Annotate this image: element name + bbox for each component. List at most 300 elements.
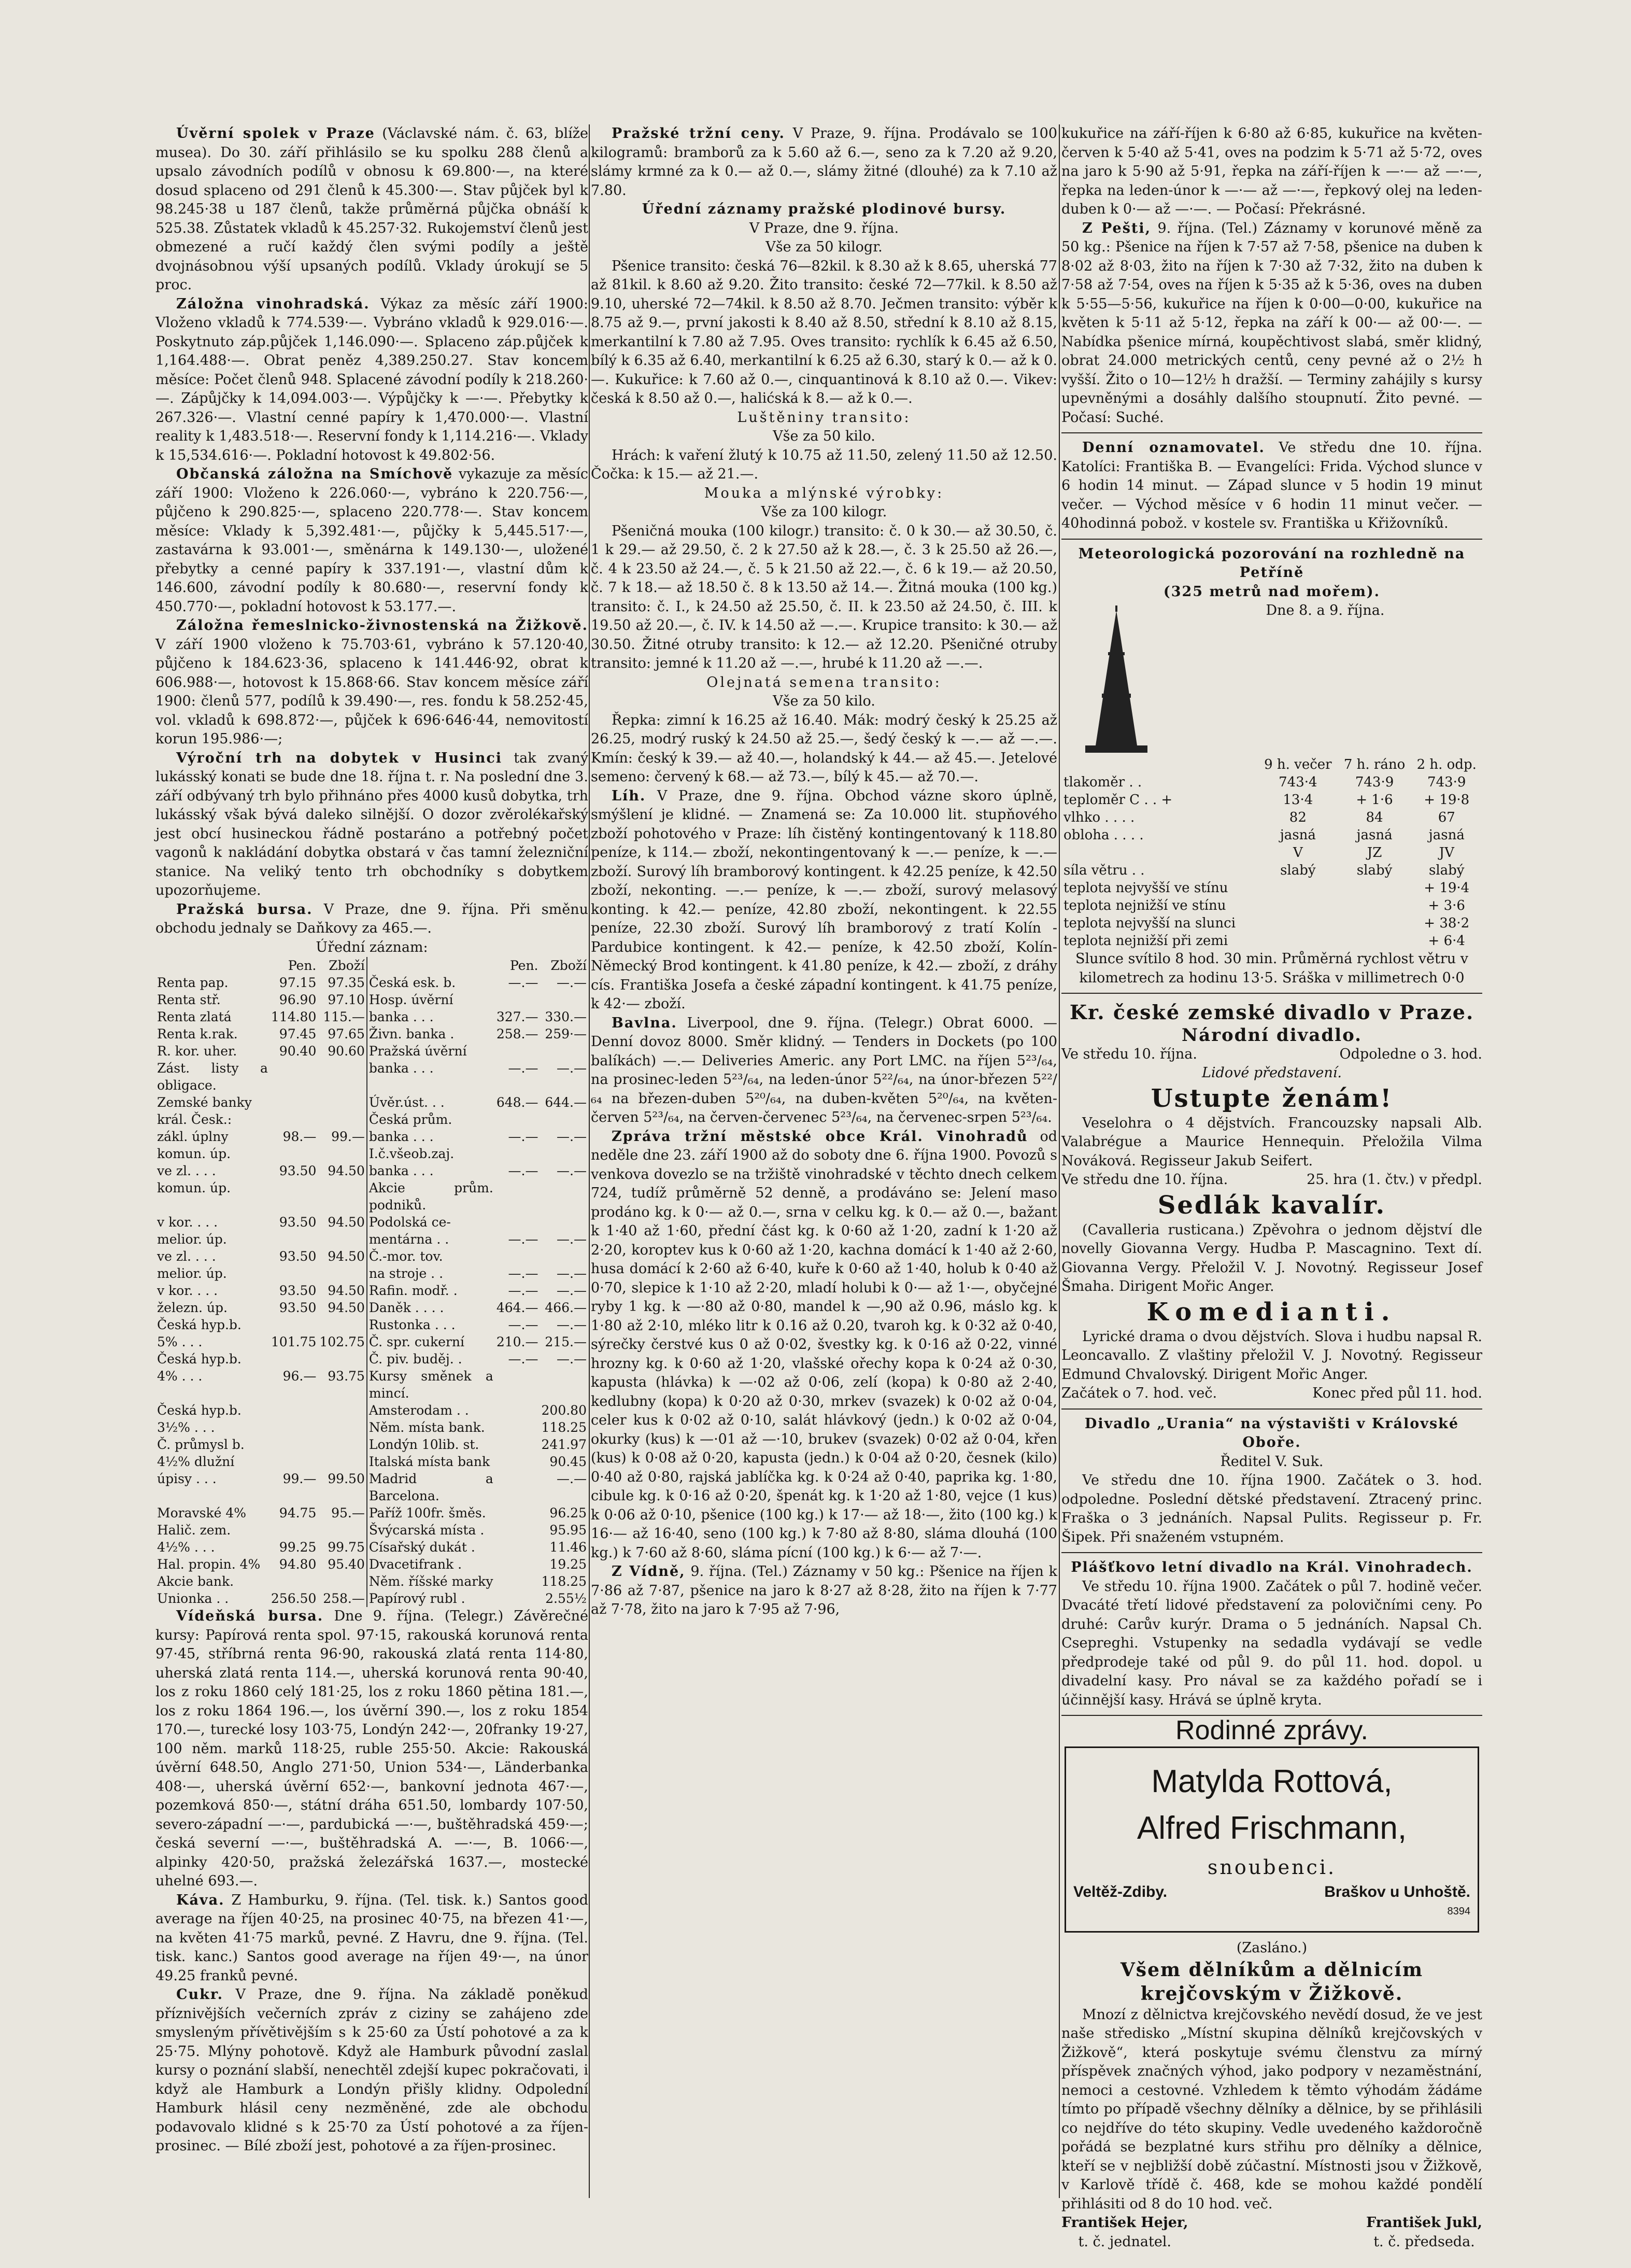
meteo-cell: jasná: [1280, 827, 1316, 843]
bursa-cell: Švýcarská místa .: [367, 1522, 495, 1539]
bursa-cell: Rustonka . . .: [367, 1316, 495, 1333]
bursa-cell: 210.—: [496, 1334, 538, 1349]
meteo-cell: 13·4: [1283, 792, 1313, 808]
bursa-col-header: Pen.: [288, 958, 317, 973]
meteo-cell: [1061, 844, 1258, 862]
plod-text: Pšenice transito: česká 76—82kil. k 8.30 až k 8.65, uherská 77 až 81kil. k 8.60 až 9.20. Žito transito: české 72—77kil. k 8.50 až 9.10, uherské 72—74kil. k 8.50 až 8.70. Ječmen transito: výběr k 8.75 až 9.—, první jakosti k 8.40 až 8.50, střední k 8.10 až 8.15, merkantilní k 7.80 až 7.95. Oves transito: rychlík k 6.45 až 6.50, bílý k 6.35 až 6.40, merkantilní k 6.25 až 6.30, starý k 0.— až k 0.—. Kukuřice: k 7.60 až 0.—, cinquantinová k 8.10 až 0.—. Vikev: česká k 8.50 až 0.—, halićská k 8.— až k 0.—.: [591, 258, 1057, 406]
article-trh: Výroční trh na dobytek v Husinci tak zvaný lukásský konati se bude dne 18. října t. r. Na poslední dne 3. září odbývaný trh bylo přihnáno přes 4000 kusů dobytka, trh lukásský však bývá daleko silnější. O dozor zvěrolékařský jest obcí husineckou řádně postaráno a potřebný počet vagonů k nakládání dobytka obstará v čas tamní železniční stanice. Na veliký tento trh obchodníky s dobytkem upozorňujeme.: [155, 750, 588, 898]
bursa-cell: —.—: [508, 975, 538, 990]
bursa-cell: 258.—: [323, 1591, 365, 1606]
bursa-row: [155, 1504, 588, 1522]
bursa-cell: 95.95: [549, 1523, 587, 1538]
bursa-cell: [270, 1111, 318, 1128]
bursa-cell: [495, 1179, 540, 1214]
meteo-cell: + 19·4: [1424, 880, 1470, 896]
meteo-cell: slabý: [1356, 863, 1393, 878]
theatre-1-dateline: Ve středu 10. října. Odpoledne o 3. hod.: [1061, 1046, 1482, 1062]
ad-name-groom: Alfred Frischmann,: [1137, 1810, 1407, 1846]
bursa-row: [155, 1162, 588, 1179]
article-smichov: Občanská záložna na Smíchově vykazuje za měsíc září 1900: Vloženo k 226.060·—, vybráno k 220.756·—, půjčeno k 290.825·—, splaceno 220.778·—. Stav koncem měsíce: Vklady k 5,392.481·—, půjčky k 5,445.517·—, zastavárna k 93.001·—, směnárna k 149.130·—, uložené přebytky a cenné papíry k 337.191·—, vlastní dům k 146.600, závodní podíly k 80.680·—, reservní fondy k 450.770·—, pokladní hotovost k 53.177.—.: [155, 466, 588, 615]
theatre-3-times: Začátek o 7. hod. več. Konec před půl 11. hod.: [1061, 1385, 1482, 1401]
zaslano-label: (Zasláno.): [1236, 1940, 1308, 1956]
bursa-row: [155, 1214, 588, 1231]
bursa-cell: [270, 1436, 318, 1453]
bursa-row: [155, 1094, 588, 1111]
bursa-row: [155, 1128, 588, 1145]
bursa-col-header: Pen.: [509, 958, 538, 973]
bursa-cell: 4½% dlužní: [157, 1454, 235, 1469]
bursa-row: [155, 1248, 588, 1265]
meteo-cell: jasná: [1428, 827, 1465, 843]
bursa-cell: 94.50: [328, 1215, 365, 1230]
bursa-cell: banka . . .: [367, 1128, 495, 1145]
meteo-cell: [1258, 879, 1338, 897]
meteo-row: [1061, 879, 1482, 897]
bursa-cell: 3½% . . .: [157, 1420, 215, 1435]
bursa-cell: komun. úp.: [157, 1180, 231, 1195]
ad-places: Veltěž-Zdiby. Braškov u Unhoště.: [1073, 1883, 1470, 1900]
bursa-cell: 97.35: [328, 975, 365, 990]
bursa-cell: [495, 1402, 540, 1419]
theatre-3-desc: Lyrické drama o dvou dějstvích. Slova i hudbu napsal R. Leoncavallo. Z vlaštiny přeložil V. J. Novotný. Regisseur Edmund Chvalovský. Dirigent Mořic Anger.: [1061, 1328, 1482, 1383]
bursa-cell: [495, 1111, 540, 1128]
bursa-cell: 19.25: [549, 1557, 587, 1572]
lust-text: Hrách: k vaření žlutý k 10.75 až 11.50, zelený 11.50 až 12.50. Čočka: k 15.— až 21.—.: [591, 447, 1057, 482]
bursa-row: [155, 1316, 588, 1333]
bursa-row: [155, 1419, 588, 1436]
bursa-cell: —.—: [508, 1317, 538, 1332]
bursa-col-header: Zboží: [329, 958, 365, 973]
bursa-cell: Hal. propin. 4%: [157, 1557, 261, 1572]
bursa-cell: 93.50: [279, 1215, 317, 1230]
delnici-title: Všem dělníkům a dělnicím krejčovským v Žižkově.: [1120, 1959, 1424, 2005]
bursa-zaznam: Úřední záznam:: [316, 939, 428, 955]
meteo-cell: 743·9: [1427, 774, 1466, 790]
bursa-cell: 90.40: [279, 1044, 317, 1059]
bursa-cell: 93.50: [279, 1249, 317, 1264]
engagement-ad: [1065, 1746, 1479, 1933]
bursa-row: [155, 1590, 588, 1607]
meteo-cell: + 38·2: [1424, 915, 1470, 931]
article-bursa: Pražská bursa. V Praze, dne 9. října. Při směnu obchodu jednaly se Daňkovy za 465.—.: [155, 901, 588, 936]
meteo-heading: Meteorologická pozorování na rozhledně na Petříně: [1078, 545, 1466, 581]
bursa-cell: —.—: [557, 1351, 587, 1367]
bursa-cell: 11.46: [549, 1540, 587, 1555]
meteo-row: [1061, 791, 1482, 809]
bursa-cell: 464.—: [496, 1300, 538, 1315]
bursa-cell: 215.—: [545, 1334, 587, 1349]
meteo-cell: oblohа . . . .: [1063, 827, 1144, 843]
article-bavlna: Bavlna. Liverpool, dne 9. října. (Telegr.) Obrat 6000. — Denní dovoz 8000. Směr klidný. — Tenders in Dockets (po 100 balíkách) —.— Deliveries Americ. any Port LMC. na říjen 5²³/₆₄, na prosinec-leden 5²³/₆₄, na leden-únor 5²²/₆₄, na únor-březen 5²²/₆₄ na březen-duben 5²⁰/₆₄, na duben-květen 5²⁰/₆₄, na květen-červen 5²³/₆₄, na červen-červenec 5²³/₆₄, na červenec-srpen 5²³/₆₄.: [591, 1015, 1057, 1125]
theatre-2-dateline: Ve středu dne 10. října. 25. hra (1. čtv.) v předpl.: [1061, 1172, 1482, 1188]
bursa-cell: [318, 1316, 366, 1333]
meteo-cell: [1338, 879, 1411, 897]
bursa-cell: [318, 1402, 366, 1419]
bursa-cell: mentárna . .: [367, 1231, 495, 1248]
bursa-cell: 94.75: [279, 1505, 317, 1520]
bursa-cell: na stroje . .: [367, 1265, 495, 1282]
bursa-cell: [540, 1043, 589, 1060]
bursa-cell: [495, 1522, 540, 1539]
article-lih: Líh. V Praze, dne 9. října. Obchod vázne skoro úplně, smýšlení je klidné. — Znamená se: Za 10.000 lit. stupňového zboží pohotového v Praze: líh čistěný kontingentovaný k 118.80 peníze, k 114.— zboží, nekontingentovaný k —.— peníze, k —.— zboží. Surový líh bramborový kontingent. k 42.25 peníze, k 42.50 zboží, nekonting. —.— peníze, k —.— zboží, surový melasový konting. k 42.— peníze, 42.80 zboží, nekontingent. k 22.55 peníze, 22.30 zboží. Surový líh bramborový z tratí Kolín - Pardubice kontingent. k 42.— peníze, k 42.50 zboží, Kolín-Německý Brod kontingent. k 41.80 peníze, k 42.— zboží, z dráhy cís. Františka Josefa a české západní kontingent. k 41.75 peníze, k 42·— zboží.: [591, 787, 1057, 1012]
bursa-table-header: [155, 957, 588, 974]
bursa-cell: Hosp. úvěrní: [367, 991, 495, 1008]
bursa-cell: 93.50: [279, 1163, 317, 1178]
meteo-cell: 82: [1289, 810, 1307, 825]
bursa-cell: Paříž 100fr. šměs.: [367, 1504, 495, 1522]
bursa-cell: [318, 1522, 366, 1539]
meteo-cell: 67: [1438, 810, 1455, 825]
ad-number: 8394: [1447, 1905, 1470, 1917]
column-middle: [591, 124, 1057, 1619]
bursa-cell: [318, 1453, 366, 1470]
bursa-cell: [270, 1350, 318, 1368]
meteo-row: [1061, 809, 1482, 826]
bursa-cell: melior. úp.: [157, 1232, 227, 1247]
bursa-row: [155, 1265, 588, 1282]
theatre-1-play: Ustupte ženám!: [1151, 1083, 1393, 1113]
bursa-cell: úpisy . . .: [157, 1471, 217, 1486]
bursa-cell: [318, 1436, 366, 1453]
bursa-row: [155, 1573, 588, 1590]
bursa-cell: Úvěr.úst. . .: [367, 1094, 495, 1111]
bursa-cell: —.—: [557, 1471, 587, 1486]
bursa-cell: 96.—: [282, 1369, 317, 1384]
bursa-cell: Č. spr. cukerní: [367, 1333, 495, 1350]
bursa-cell: [318, 1145, 366, 1162]
meteo-cell: jasná: [1356, 827, 1393, 843]
bursa-row: [155, 1368, 588, 1402]
bursa-cell: Č. piv. buděj. .: [367, 1350, 495, 1368]
divider: [1061, 432, 1482, 433]
bursa-row: [155, 991, 588, 1008]
meteo-cell: + 3·6: [1428, 898, 1465, 913]
column-rule: [589, 124, 590, 2198]
bursa-cell: Rafin. modř. .: [367, 1282, 495, 1299]
bursa-cell: —.—: [508, 1266, 538, 1281]
plod-heading: Úřední záznamy pražské plodinové bursy.: [642, 201, 1006, 217]
bursa-cell: [318, 1350, 366, 1368]
bursa-cell: [270, 1573, 318, 1590]
bursa-cell: v kor. . . .: [157, 1283, 218, 1298]
bursa-cell: [270, 1094, 318, 1111]
bursa-cell: —.—: [557, 975, 587, 990]
article-cukr: Cukr. V Praze, dne 9. října. Na základě poněkud příznivějších večerních zpráv z ciziny se zahájeno zde smysleným přívětivějším s k 25·60 za Ústí pohotové a za k 25·75. Mlýny pohotově. Když ale Hamburk původní zaslal kursy o poznání slabší, nenechtěl zdejší kupec pokračovati, i když ale Hamburk a Londýn přišly klidny. Odpolední Hamburk hlásil ceny nezměněné, zde ale obchodu podavovalo klidné s k 25·70 za Ústí pohotové a za říjen-prosinec. — Bílé zboží jest, pohotové a za říjen-prosinec.: [155, 1987, 588, 2154]
meteo-cell: + 1·6: [1356, 792, 1393, 808]
article-viden-cont: kukuřice na září-říjen k 6·80 až 6·85, kukuřice na květen-červen k 5·40 až 5·41, oves na podzim k 5·71 až 5·72, oves na jaro k 5·90 až 5·91, řepka na září-říjen k —·— až —·—, řepka na leden-únor k —·— až —·—, řepkový olej na leden-duben k 0·— až —·—. — Počasí: Překrásné.: [1061, 125, 1482, 217]
bursa-cell: Něm. místa bank.: [367, 1419, 495, 1436]
bursa-cell: král. Česk.:: [157, 1112, 232, 1127]
bursa-cell: Dvacetifrank .: [367, 1556, 495, 1573]
meteo-col-header: [1061, 756, 1258, 773]
bursa-cell: 93.50: [279, 1300, 317, 1315]
bursa-cell: 99.—: [331, 1129, 365, 1144]
bursa-cell: [318, 1094, 366, 1111]
divider: [1061, 1408, 1482, 1410]
theatre-2-desc: (Cavalleria rusticana.) Zpěvohra o jednom dějství dle novelly Giovanna Vergy. Hudba P. Mascagnino. Text dí. Giovanna Vergy. Přeložil V. J. Novotný. Regisseur Josef Šmaha. Dirigent Mořic Anger.: [1061, 1221, 1482, 1294]
bursa-cell: Zást. listy a obligace.: [157, 1061, 268, 1093]
bursa-cell: Akcie bank.: [157, 1574, 234, 1589]
bursa-cell: 466.—: [545, 1300, 587, 1315]
divider: [1061, 1552, 1482, 1553]
meteo-cell: síla větru . .: [1063, 863, 1145, 878]
bursa-cell: 90.45: [549, 1454, 587, 1469]
bursa-cell: Pražská úvěrní: [367, 1043, 495, 1060]
signatures: [1061, 2214, 1482, 2251]
bursa-cell: [495, 1419, 540, 1436]
bursa-cell: [495, 1248, 540, 1265]
bursa-cell: 94.50: [328, 1283, 365, 1298]
article-ceny: Pražské tržní ceny. V Praze, 9. října. Prodávalo se 100 kilogramů: bramborů za k 5.60 až 6.—, seno za k 7.20 až 9.20, slámy krmné za k 0.— až 0.—, slámy žitné (dlouhé) za k 7.10 až 7.80.: [591, 125, 1057, 199]
urania-title: Divadlo „Urania“ na výstavišti v Královské Oboře.: [1084, 1415, 1459, 1450]
bursa-cell: v kor. . . .: [157, 1215, 218, 1230]
bursa-cell: [270, 1179, 318, 1214]
bursa-cell: [495, 991, 540, 1008]
bursa-cell: 102.75: [319, 1334, 365, 1349]
bursa-cell: 4½% . . .: [157, 1540, 215, 1555]
bursa-cell: 96.90: [279, 992, 317, 1007]
bursa-cell: [540, 1111, 589, 1128]
meteo-cell: + 19·8: [1424, 792, 1470, 808]
bursa-cell: [495, 1470, 540, 1504]
bursa-cell: R. kor. uher.: [157, 1044, 237, 1059]
bursa-cell: [540, 1214, 589, 1231]
plod-unit: Vše za 50 kilogr.: [765, 239, 883, 255]
bursa-cell: 94.50: [328, 1249, 365, 1264]
bursa-cell: komun. úp.: [157, 1146, 231, 1161]
bursa-cell: 200.80: [541, 1403, 587, 1418]
bursa-cell: 256.50: [271, 1591, 317, 1606]
bursa-cell: Akcie prům. podniků.: [367, 1179, 495, 1214]
bursa-cell: —.—: [557, 1061, 587, 1076]
meteo-cell: teplota nejvyšší na slunci: [1063, 915, 1236, 931]
bursa-cell: Renta pap.: [157, 975, 229, 990]
bursa-cell: Renta zlatá: [157, 1009, 232, 1024]
bursa-cell: 115.—: [323, 1009, 365, 1024]
meteo-row: [1061, 844, 1482, 862]
article-vinohrady-trh: Zpráva tržní městské obce Král. Vinohradů od neděle dne 23. září 1900 až do soboty dne 6. října 1900. Povozů s venkova dovezlo se na tržiště vinohradské v těchto dnech celkem 724, tudíž průměrně 52 denně, a prodáváno se: Jelení maso prodáno kg. k 0·— až 0.—, srna v celku kg. k 0.— až 0.—, bažant k 1·40 až 1·60, přední část kg. k 0·60 až 1·20, zadní k 1·20 až 2·20, koroptev kus k 0·60 až 1·20, kachna domácí k 1·40 až 2·60, husa domácí k 2·60 až 6·40, kuře k 0·60 až 1·40, holub k 0·40 až 0·70, slepice k 1·10 až 2·20, mladí holubi k 0·— až 1·—, obyčejné ryby 1 kg. k —·80 až 0·80, mandel k —,90 až 0.96, máslo kg. k 1·80 až 2·10, mléko litr k 0.16 až 0.20, tvaroh kg. k 0·32 až 0·40, sýrečky čerstvé kus 0 až 0·02, švestky kg. k 0·16 až 0·22, vinné hrozny kg. k 0·60 až 1·20, vlašské ořechy kopa k 0·24 až 0·30, kapusta (hlávka) k —·02 až 0·06, zelí (kopa) k 0·80 až 2·40, kedlubny (kopa) k 0·20 až 0·30, mrkev (svazek) k 0·02 až 0·04, celer kus k 0·02 až 0·10, salát hlávkový (jedn.) k 0·02 až 0·04, okurky (kus) k —·01 až —·10, brukev (svazek) 0·02 až 0·04, křen (kus) k 0·08 až 0·20, kapusta (jedn.) k 0·04 až 0·20, česnek (kilo) 0·40 až 0·80, rajská jablíčka kg. k 0·24 až 0·40, paprika kg. 1·80, cibule kg. k 0·16 až 0·20, špenát kg. k 1·20 až 1·80, vejce (1 kus) k 0·06 až 0·10, pšenice (100 kg.) k 17·— až 18·—, žito (100 kg.) k 16·— až 16·40, seno (100 kg.) k 7·80 až 8·80, sláma dlouhá (100 kg.) k 7·60 až 8·60, sláma pícní (100 kg.) k 6·— až 7·—.: [591, 1128, 1057, 1561]
bursa-cell: zákl. úplny: [157, 1129, 229, 1144]
bursa-cell: Daněk . . . .: [367, 1299, 495, 1316]
meteo-cell: teplota nejvyšší ve stínu: [1063, 880, 1228, 896]
lust-unit: Vše za 50 kilo.: [773, 428, 875, 444]
theatre-1-kind: Lidové představení.: [1201, 1065, 1342, 1081]
bursa-cell: 93.50: [279, 1283, 317, 1298]
bursa-cell: [270, 1316, 318, 1333]
bursa-cell: ve zl. . . .: [157, 1249, 216, 1264]
bursa-cell: 94.50: [328, 1163, 365, 1178]
bursa-cell: 90.60: [328, 1044, 365, 1059]
meteo-header: [1061, 756, 1482, 773]
meteo-col-header: 9 h. večer: [1264, 757, 1332, 772]
rodinne-heading: Rodinné zprávy.: [1175, 1715, 1368, 1745]
theatre-1-desc: Veselohra o 4 dějstvích. Francouzsky napsali Alb. Valabrégue a Maurice Hennequin. Přeložila Vilma Nováková. Regisseur Jakub Seifert.: [1061, 1115, 1482, 1169]
meteo-cell: 743·9: [1355, 774, 1394, 790]
mouka-text: Pšeničná mouka (100 kilogr.) transito: č. 0 k 30.— až 30.50, č. 1 k 29.— až 29.50, č. 2 k 27.50 až k 28.—, č. 3 k 25.50 až 26.—, č. 4 k 23.50 až 24.—, č. 5 k 21.50 až 22.—, č. 6 k 19.— až 20.50, č. 7 k 18.— až 18.50 č. 8 k 13.50 až 14.—. Žitná mouka (100 kg.) transito: č. I., k 24.50 až 25.50, č. II. k 23.50 až 24.50, č. III. k 19.50 až 20.—, č. IV. k 14.50 až —.—. Krupice transito: k 30.— až 30.50. Žitné otruby transito: k 12.— až 12.20. Pšeničné otruby transito: jemné k 11.20 až —.—, hrubé k 11.20 až —.—.: [591, 523, 1057, 671]
article-viden-plod: Z Vídně, 9. října. (Tel.) Záznamy v 50 kg.: Pšenice na říjen k 7·86 až 7·87, pšenice na jaro k 8·27 až 8·28, žito na říjen k 7·77 až 7·78, žito na jaro k 7·95 až 7·96,: [591, 1563, 1057, 1617]
bursa-cell: Renta stř.: [157, 992, 221, 1007]
meteo-cell: [1338, 897, 1411, 914]
article-uverni: Úvěrní spolek v Praze (Václavské nám. č. 63, blíže musea). Do 30. září přihlásilo se ku spolku 288 členů a upsalo závodních podílů v obnosu k 69.800·—, na které dosud splaceno od 291 členů k 45.300·—. Stav půjček byl k 98.245·38 u 187 členů, takže průměrná půjčka obnáší k 525.38. Zůstatek vkladů k 45.257·32. Rukojemství členů jest obmezené a ručí každý člen svými podíly a ještě dvojnásobnou výší upsaných podílů. Vklady úrokují se 5 proc.: [155, 125, 588, 293]
meteo-col-header: 2 h. odp.: [1416, 757, 1477, 772]
bursa-cell: I.č.všeob.zaj.: [367, 1145, 495, 1162]
bursa-cell: [318, 1111, 366, 1128]
mouka-unit: Vše za 100 kilogr.: [761, 504, 887, 520]
bursa-cell: —.—: [508, 1061, 538, 1076]
bursa-col-header: Zboží: [550, 958, 587, 973]
bursa-cell: [270, 1145, 318, 1162]
meteo-cell: slabý: [1280, 863, 1316, 878]
bursa-cell: —.—: [508, 1351, 538, 1367]
bursa-cell: 95.—: [331, 1505, 365, 1520]
bursa-cell: Česká hyp.b.: [157, 1351, 242, 1367]
vinohrady-theatre-text: Ve středu 10. října 1900. Začátek o půl 7. hodině večer. Dvacáté třetí lidové představení za polovičními ceny. Po druhé: Carův kurýr. Drama o 5 jednáních. Napsal Ch. Csepreghi. Vstupenky na sedadla vydávají se vedle předprodeje také od půl 9. do půl 11. hod. dopol. u divadelní kasy. Pro nával se za každého pořadí se i účinnější kasy. Hrává se úplně kryta.: [1061, 1578, 1482, 1708]
meteo-cell: tlakoměr . .: [1063, 774, 1142, 790]
bursa-cell: [270, 1522, 318, 1539]
bursa-cell: [540, 991, 589, 1008]
meteo-cell: [1338, 914, 1411, 932]
column-left: [155, 124, 588, 2156]
bursa-cell: Renta k.rak.: [157, 1026, 238, 1041]
bursa-cell: 93.75: [328, 1369, 365, 1384]
meteo-cell: [1338, 932, 1411, 950]
signature-right: František Jukl, t. č. předseda.: [1366, 2215, 1482, 2250]
bursa-cell: 98.—: [282, 1129, 317, 1144]
article-kava: Káva. Z Hamburku, 9. října. (Tel. tisk. k.) Santos good average na říjen 40·25, na prosinec 40·75, na březen 41·—, na květen 41·75 marků, pevné. Z Havru, dne 9. října. (Tel. tisk. kanc.) Santos good average na říjen 49·—, na únor 49.25 franků pevné.: [155, 1892, 588, 1984]
meteo-cell: [1258, 932, 1338, 950]
bursa-row: [155, 1231, 588, 1248]
bursa-cell: Císařský dukát .: [367, 1539, 495, 1556]
bursa-row: [155, 1145, 588, 1162]
olej-unit: Vše za 50 kilo.: [773, 693, 875, 709]
bursa-cell: Č.-mor. tov.: [367, 1248, 495, 1265]
theatre-2-play: Sedlák kavalír.: [1157, 1190, 1386, 1220]
bursa-cell: ve zl. . . .: [157, 1163, 216, 1178]
bursa-cell: banka . . .: [367, 1008, 495, 1025]
bursa-cell: 97.10: [328, 992, 365, 1007]
theatre-title: Kr. české zemské divadlo v Praze.: [1069, 1001, 1474, 1024]
bursa-cell: Halič. zem.: [157, 1523, 231, 1538]
meteo-cell: slabý: [1429, 863, 1465, 878]
bursa-cell: 99.50: [328, 1471, 365, 1486]
bursa-row: [155, 1333, 588, 1350]
bursa-cell: Papírový rubl .: [367, 1590, 495, 1607]
bursa-row: [155, 1025, 588, 1043]
bursa-cell: Něm. říšské marky: [367, 1573, 495, 1590]
bursa-cell: [318, 1265, 366, 1282]
bursa-col-header: [367, 957, 495, 974]
bursa-cell: železn. úp.: [157, 1300, 228, 1315]
meteo-row: [1061, 826, 1482, 844]
meteo-cell: [1258, 914, 1338, 932]
meteo-cell: teplota nejnižší ve stínu: [1063, 898, 1226, 913]
bursa-cell: 114.80: [271, 1009, 317, 1024]
bursa-cell: [495, 1573, 540, 1590]
bursa-row: [155, 1350, 588, 1368]
meteo-row: [1061, 862, 1482, 879]
bursa-row: [155, 1556, 588, 1573]
article-viden: Vídeňská bursa. Dne 9. října. (Telegr.) Závěrečné kursy: Papírová renta spol. 97·15, rakouská korunová renta 97·45, stříbrná renta 96·90, rakouská zlatá renta 114·80, uherská zlatá renta 114.—, uherská korunová renta 90·40, los z roku 1860 celý 181·25, los z roku 1860 pětina 181.—, los z roku 1864 196.—, los úvěrní 390.—, los z roku 1854 170.—, turecké losy 103·75, Londýn 242·—, 20franky 19·27, 100 něm. marků 118·25, ruble 255·50. Akcie: Rakouská úvěrní 648.50, Anglo 271·50, Union 534·—, Länderbanka 408·—, uherská úvěrní 652·—, bankovní jednota 467·—, pozemková 850·—, státní dráha 651.50, lombardy 107·50, severo-západní —·—, pardubická —·—, buštěhradská 459·—; česká severní —·—, buštěhradská A. —·—, B. 1066·—, alpinky 420·50, pražská železářská 1637.—, mostecké uhelné 693.—.: [155, 1608, 588, 1889]
ad-name-bride: Matylda Rottová,: [1151, 1763, 1393, 1799]
bursa-cell: Česká hyp.b.: [157, 1403, 242, 1418]
bursa-cell: —.—: [557, 1317, 587, 1332]
bursa-cell: [270, 1402, 318, 1419]
meteo-row: [1061, 773, 1482, 791]
bursa-cell: [540, 1248, 589, 1265]
bursa-cell: 118.25: [541, 1420, 587, 1435]
meteo-notes: Slunce svítilo 8 hod. 30 min. Průměrná rychlost větru v kilometrech za hodinu 13·5. Sráška v millimetrech 0·0: [1075, 951, 1468, 986]
meteo-row: [1061, 932, 1482, 950]
bursa-row: [155, 1043, 588, 1060]
olej-text: Řepka: zimní k 16.25 až 16.40. Mák: modrý český k 25.25 až 26.25, modrý ruský k 24.50 až 25.—, šedý český k —.— až —.—. Kmín: český k 39.— až 40.—, holandský k 44.— až 45.—. Jetelové semeno: červený k 68.— až 73.—, bílý k 45.— až 70.—.: [591, 712, 1057, 785]
bursa-cell: Zemské banky: [157, 1095, 252, 1110]
bursa-row: [155, 1453, 588, 1470]
olej-heading: Olejnatá semena transito:: [706, 674, 942, 691]
urania-text: Ve středu dne 10. října 1900. Začátek o 3. hod. odpoledne. Poslední dětské představení. Ztracený princ. Fraška o 3 jednáních. Napsal Pulits. Regisseur p. Fr. Šipek. Při snaženém vstupném.: [1061, 1472, 1482, 1545]
bursa-cell: —.—: [557, 1266, 587, 1281]
column-rule: [1059, 124, 1060, 2198]
bursa-row: [155, 1522, 588, 1539]
bursa-cell: 330.—: [545, 1009, 587, 1024]
bursa-cell: [270, 1419, 318, 1436]
bursa-cell: Madrid a Barcelona.: [367, 1470, 495, 1504]
article-oznamovatel: Denní oznamovatel. Ve středu dne 10. října. Katolíci: Františka B. — Evangelíci: Frida. Východ slunce v 6 hodin 14 minut. — Západ slunce v 5 hodin 19 minut večer. — Východ měsíce v 6 hodin 11 minut večer. — 40hodinná pobož. v kostele sv. Františka u Křižovníků.: [1061, 440, 1482, 531]
bursa-cell: 97.45: [279, 1026, 317, 1041]
bursa-cell: —.—: [508, 1129, 538, 1144]
article-vinohrady: Záložna vinohradská. Výkaz za měsíc září 1900: Vloženo vkladů k 774.539·—. Vybráno vkladů k 929.016·—. Poskytnuto záp.půjček 1,146.090·—. Splaceno záp.půjček k 1,164.488·—. Obrat peněz 4,389.250.27. Stav koncem měsíce: Počet členů 948. Splacené závodní podíly k 218.260·—. Zápůjčky k 14,094.003·—. Výpůjčky k —·—. Přebytky k 267.326·—. Vlastní cenné papíry k 1,470.000·—. Vlastní reality k 1,483.518·—. Reservní fondy k 1,114.216·—. Vklady k 15,534.616·—. Pokladní hotovost k 49.802·56.: [155, 295, 588, 463]
vinohrady-theatre-title: Plášťkovo letní divadlo na Král. Vinohradech.: [1071, 1559, 1473, 1575]
bursa-cell: 99.—: [282, 1471, 317, 1486]
bursa-cell: 327.—: [496, 1009, 538, 1024]
meteo-cell: teploměr C . . +: [1063, 792, 1173, 808]
bursa-cell: [318, 1231, 366, 1248]
article-zizkov: Záložna řemeslnicko-živnostenská na Žižkově. V září 1900 vloženo k 75.703·61, vybráno k 57.120·40, půjčeno k 184.623·36, splaceno k 141.446·92, obrat k 606.988·—, hotovost k 15.868·66. Stav koncem měsíce září 1900: členů 577, podílů k 39.490·—, res. fondu k 58.252·45, vol. vkladů k 698.872·—, půjček k 696·646·44, nemovitostí korun 195.986·—;: [155, 617, 588, 747]
bursa-cell: [495, 1214, 540, 1231]
urania-director: Ředitel V. Suk.: [1220, 1453, 1324, 1470]
bursa-cell: 95.40: [328, 1557, 365, 1572]
bursa-cell: 118.25: [541, 1574, 587, 1589]
theatre-subtitle: Národní divadlo.: [1181, 1025, 1363, 1046]
mouka-heading: Mouka a mlýnské výrobky:: [704, 485, 944, 501]
meteo-cell: JZ: [1367, 845, 1382, 861]
bursa-cell: —.—: [557, 1129, 587, 1144]
bursa-cell: 94.50: [328, 1300, 365, 1315]
bursa-cell: [495, 1590, 540, 1607]
bursa-cell: [495, 1145, 540, 1162]
bursa-cell: banka . . .: [367, 1060, 495, 1094]
meteo-cell: 743·4: [1279, 774, 1317, 790]
bursa-cell: 258.—: [496, 1026, 538, 1041]
meteo-row: [1061, 897, 1482, 914]
bursa-row: [155, 1539, 588, 1556]
bursa-cell: Kursy směnek a mincí.: [367, 1368, 495, 1402]
meteo-cell: 84: [1366, 810, 1383, 825]
bursa-row: [155, 1179, 588, 1214]
bursa-cell: 644.—: [545, 1095, 587, 1110]
lust-heading: Luštěniny transito:: [737, 409, 911, 426]
meteo-row: [1061, 914, 1482, 932]
meteo-cell: [1258, 897, 1338, 914]
bursa-cell: 99.25: [279, 1540, 317, 1555]
bursa-cell: [270, 1265, 318, 1282]
bursa-cell: —.—: [557, 1232, 587, 1247]
column-right: [1061, 124, 1482, 2251]
bursa-cell: Italská místa bank: [367, 1453, 495, 1470]
bursa-cell: [540, 1179, 589, 1214]
bursa-col-header: [155, 957, 270, 974]
bursa-cell: Živn. banka .: [367, 1025, 495, 1043]
meteo-table: [1061, 756, 1482, 950]
